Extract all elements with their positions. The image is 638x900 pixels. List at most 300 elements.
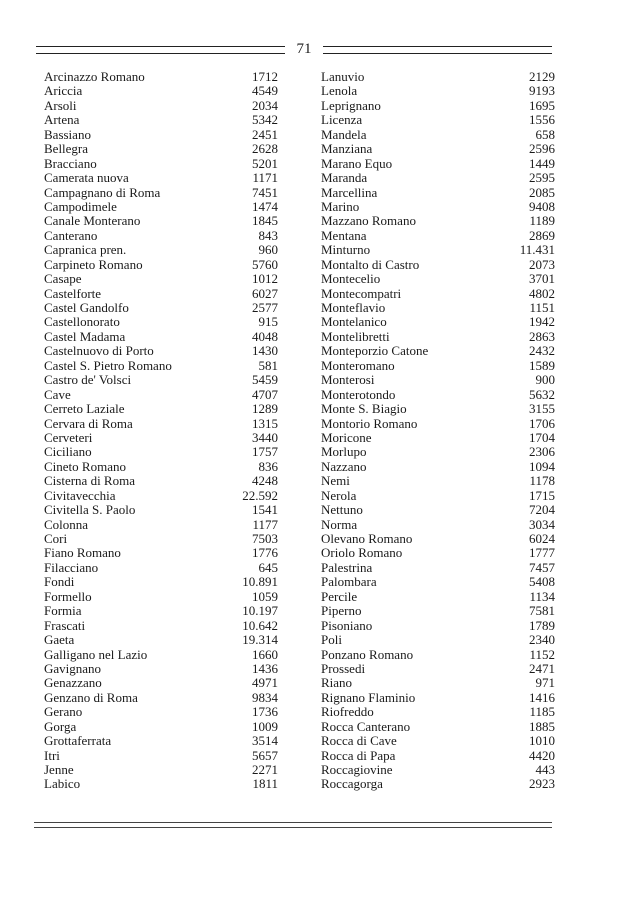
- table-row: [321, 229, 555, 243]
- table-row: [44, 330, 278, 344]
- table-row: [44, 691, 278, 705]
- population-value: 2863: [529, 328, 555, 344]
- population-value: 1436: [252, 660, 278, 676]
- population-value: 7581: [529, 603, 555, 619]
- table-row: [321, 518, 555, 532]
- population-value: 1776: [252, 545, 278, 561]
- footer-rule: [34, 822, 552, 828]
- population-value: 2869: [529, 227, 555, 243]
- municipality-name: Castelnuovo di Porto: [44, 343, 154, 359]
- table-row: [44, 575, 278, 589]
- table-row: [321, 99, 555, 113]
- municipality-name: Licenza: [321, 112, 363, 128]
- municipality-name: Nerola: [321, 487, 357, 503]
- table-row: [44, 619, 278, 633]
- population-value: 581: [258, 357, 278, 373]
- table-row: [321, 301, 555, 315]
- population-value: 7204: [529, 502, 555, 518]
- population-value: 443: [535, 762, 555, 777]
- municipality-name: Camerata nuova: [44, 170, 129, 186]
- population-value: 1059: [252, 588, 278, 604]
- municipality-name: Moricone: [321, 429, 372, 445]
- municipality-name: Nettuno: [321, 502, 363, 518]
- population-value: 1695: [529, 97, 555, 113]
- population-value: 843: [258, 227, 278, 243]
- population-value: 836: [258, 458, 278, 474]
- municipality-name: Bassiano: [44, 126, 91, 142]
- municipality-name: Cerreto Laziale: [44, 401, 125, 417]
- table-row: [44, 777, 278, 791]
- population-value: 2595: [529, 170, 555, 186]
- table-row: [321, 272, 555, 286]
- municipality-name: Rignano Flaminio: [321, 689, 416, 705]
- population-value: 1189: [529, 213, 555, 229]
- table-row: [321, 633, 555, 647]
- population-value: 2628: [252, 141, 278, 157]
- population-value: 1885: [529, 718, 555, 734]
- municipality-name: Cervara di Roma: [44, 415, 133, 431]
- table-row: [321, 431, 555, 445]
- population-value: 2306: [529, 444, 555, 460]
- population-value: 971: [535, 675, 555, 691]
- municipality-name: Campagnano di Roma: [44, 184, 161, 200]
- table-row: [321, 561, 555, 575]
- population-value: 1289: [252, 401, 278, 417]
- table-row: [321, 186, 555, 200]
- municipality-name: Montecelio: [321, 271, 381, 287]
- table-row: [321, 662, 555, 676]
- municipality-name: Marano Equo: [321, 155, 393, 171]
- municipality-name: Marino: [321, 198, 360, 214]
- population-value: 9834: [252, 689, 278, 705]
- municipality-name: Leprignano: [321, 97, 381, 113]
- population-value: 1416: [529, 689, 555, 705]
- population-value: 5657: [252, 747, 278, 763]
- population-value: 2034: [252, 97, 278, 113]
- population-value: 2577: [252, 300, 278, 315]
- table-row: [321, 575, 555, 589]
- municipality-name: Nazzano: [321, 458, 367, 474]
- municipality-name: Montelibretti: [321, 328, 390, 344]
- population-value: 1151: [529, 300, 555, 315]
- table-row: [321, 128, 555, 142]
- municipality-name: Canterano: [44, 227, 98, 243]
- municipality-name: Gorga: [44, 718, 77, 734]
- table-row: [321, 503, 555, 517]
- table-row: [44, 315, 278, 329]
- table-row: [321, 171, 555, 185]
- population-value: 900: [535, 372, 555, 388]
- table-row: [321, 763, 555, 777]
- table-row: [44, 388, 278, 402]
- population-value: 2340: [529, 632, 555, 648]
- table-row: [44, 720, 278, 734]
- municipality-name: Colonna: [44, 516, 89, 532]
- municipality-name: Capranica pren.: [44, 242, 127, 258]
- population-value: 5342: [252, 112, 278, 128]
- table-row: [321, 619, 555, 633]
- population-value: 2085: [529, 184, 555, 200]
- population-value: 1009: [252, 718, 278, 734]
- population-value: 1177: [252, 516, 278, 532]
- table-row: [44, 749, 278, 763]
- table-row: [44, 503, 278, 517]
- population-value: 3155: [529, 401, 555, 417]
- population-value: 1010: [529, 733, 555, 749]
- municipality-name: Lenola: [321, 83, 358, 99]
- table-row: [44, 157, 278, 171]
- municipality-name: Carpineto Romano: [44, 256, 143, 272]
- table-row: [44, 431, 278, 445]
- municipality-name: Manziana: [321, 141, 373, 157]
- municipality-name: Artena: [44, 112, 80, 128]
- municipality-name: Piperno: [321, 603, 362, 619]
- population-value: 1942: [529, 314, 555, 330]
- table-row: [44, 763, 278, 777]
- table-row: [44, 171, 278, 185]
- municipality-name: Ciciliano: [44, 444, 92, 460]
- table-row: [44, 604, 278, 618]
- table-row: [44, 128, 278, 142]
- population-value: 1171: [252, 170, 278, 186]
- population-value: 1736: [252, 704, 278, 720]
- municipality-name: Riano: [321, 675, 353, 691]
- population-value: 5408: [529, 574, 555, 590]
- population-value: 1704: [529, 429, 555, 445]
- municipality-name: Castro de' Volsci: [44, 372, 132, 388]
- table-row: [44, 287, 278, 301]
- population-value: 1757: [252, 444, 278, 460]
- municipality-name: Galligano nel Lazio: [44, 646, 148, 662]
- municipality-name: Cave: [44, 386, 71, 402]
- municipality-name: Labico: [44, 776, 81, 792]
- municipality-name: Formello: [44, 588, 92, 604]
- population-value: 6024: [529, 531, 555, 546]
- table-row: [44, 705, 278, 719]
- population-value: 7451: [252, 184, 278, 200]
- table-row: [321, 330, 555, 344]
- header-rule-left: [36, 46, 285, 54]
- table-row: [321, 157, 555, 171]
- municipality-name: Palestrina: [321, 559, 373, 575]
- population-value: 2923: [529, 776, 555, 792]
- population-value: 3034: [529, 516, 555, 532]
- population-value: 10.891: [242, 574, 278, 590]
- municipality-name: Riofreddo: [321, 704, 374, 720]
- municipality-name: Mazzano Romano: [321, 213, 416, 229]
- table-row: [44, 214, 278, 228]
- population-value: 1449: [529, 155, 555, 171]
- municipality-name: Monterosi: [321, 372, 375, 388]
- municipality-name: Gaeta: [44, 632, 75, 648]
- table-row: [321, 676, 555, 690]
- municipality-name: Monte S. Biagio: [321, 401, 407, 417]
- municipality-name: Cerveteri: [44, 429, 93, 445]
- municipality-name: Norma: [321, 516, 358, 532]
- population-value: 10.197: [242, 603, 278, 619]
- population-value: 2432: [529, 343, 555, 359]
- table-row: [321, 315, 555, 329]
- table-row: [321, 604, 555, 618]
- population-value: 915: [258, 314, 278, 330]
- municipality-name: Arcinazzo Romano: [44, 69, 145, 84]
- municipality-name: Filacciano: [44, 559, 99, 575]
- population-value: 2471: [529, 660, 555, 676]
- municipality-name: Maranda: [321, 170, 368, 186]
- table-row: [44, 70, 278, 84]
- municipality-name: Casape: [44, 271, 82, 287]
- population-value: 2596: [529, 141, 555, 157]
- municipality-name: Monterotondo: [321, 386, 396, 402]
- population-value: 3701: [529, 271, 555, 287]
- population-value: 1541: [252, 502, 278, 518]
- population-value: 19.314: [242, 632, 278, 648]
- population-value: 658: [535, 126, 555, 142]
- municipality-name: Bracciano: [44, 155, 97, 171]
- municipality-name: Monteflavio: [321, 300, 386, 315]
- population-value: 1845: [252, 213, 278, 229]
- table-row: [321, 84, 555, 98]
- population-value: 1589: [529, 357, 555, 373]
- table-row: [321, 705, 555, 719]
- population-value: 1178: [529, 473, 555, 489]
- municipality-name: Palombara: [321, 574, 377, 590]
- table-row: [321, 344, 555, 358]
- table-row: [321, 777, 555, 791]
- population-value: 1315: [252, 415, 278, 431]
- population-value: 2129: [529, 69, 555, 84]
- right-column: [321, 70, 555, 792]
- municipality-name: Montalto di Castro: [321, 256, 420, 272]
- population-value: 1556: [529, 112, 555, 128]
- table-row: [44, 344, 278, 358]
- table-row: [321, 489, 555, 503]
- population-value: 1712: [252, 69, 278, 84]
- municipality-name: Bellegra: [44, 141, 89, 157]
- population-value: 5760: [252, 256, 278, 272]
- municipality-name: Monteromano: [321, 357, 395, 373]
- municipality-name: Campodimele: [44, 198, 117, 214]
- municipality-name: Roccagorga: [321, 776, 383, 792]
- table-row: [44, 229, 278, 243]
- table-row: [44, 590, 278, 604]
- municipality-name: Cori: [44, 531, 68, 546]
- table-row: [44, 243, 278, 257]
- table-row: [44, 417, 278, 431]
- population-value: 7457: [529, 559, 555, 575]
- municipality-name: Ariccia: [44, 83, 83, 99]
- population-value: 960: [258, 242, 278, 258]
- population-value: 9193: [529, 83, 555, 99]
- population-value: 11.431: [519, 242, 555, 258]
- population-value: 3514: [252, 733, 278, 749]
- population-value: 1660: [252, 646, 278, 662]
- municipality-name: Fiano Romano: [44, 545, 121, 561]
- population-value: 1134: [529, 588, 555, 604]
- table-row: [44, 99, 278, 113]
- municipality-name: Castel Gandolfo: [44, 300, 129, 315]
- municipality-name: Pisoniano: [321, 617, 373, 633]
- municipality-name: Arsoli: [44, 97, 77, 113]
- population-value: 4707: [252, 386, 278, 402]
- table-row: [321, 200, 555, 214]
- population-value: 1185: [529, 704, 555, 720]
- table-row: [321, 720, 555, 734]
- table-row: [44, 460, 278, 474]
- table-row: [44, 734, 278, 748]
- municipality-name: Civitavecchia: [44, 487, 116, 503]
- table-row: [321, 142, 555, 156]
- municipality-name: Rocca di Papa: [321, 747, 396, 763]
- table-row: [44, 186, 278, 200]
- population-value: 1012: [252, 271, 278, 287]
- table-row: [321, 417, 555, 431]
- table-row: [44, 258, 278, 272]
- table-row: [44, 561, 278, 575]
- table-row: [321, 258, 555, 272]
- population-value: 4248: [252, 473, 278, 489]
- municipality-name: Itri: [44, 747, 60, 763]
- table-row: [321, 373, 555, 387]
- population-value: 5459: [252, 372, 278, 388]
- table-row: [321, 359, 555, 373]
- table-row: [44, 676, 278, 690]
- municipality-name: Mandela: [321, 126, 367, 142]
- population-value: 3440: [252, 429, 278, 445]
- municipality-name: Formia: [44, 603, 82, 619]
- population-value: 4971: [252, 675, 278, 691]
- table-row: [321, 243, 555, 257]
- table-row: [321, 546, 555, 560]
- municipality-name: Minturno: [321, 242, 371, 258]
- municipality-name: Rocca Canterano: [321, 718, 411, 734]
- table-row: [44, 633, 278, 647]
- population-value: 10.642: [242, 617, 278, 633]
- table-row: [44, 142, 278, 156]
- left-column: [44, 70, 278, 792]
- table-row: [321, 532, 555, 546]
- population-value: 1715: [529, 487, 555, 503]
- table-row: [44, 200, 278, 214]
- page-number: 71: [296, 41, 312, 57]
- table-row: [321, 460, 555, 474]
- table-row: [44, 662, 278, 676]
- table-row: [44, 648, 278, 662]
- municipality-name: Gerano: [44, 704, 83, 720]
- table-row: [44, 373, 278, 387]
- municipality-name: Olevano Romano: [321, 531, 413, 546]
- table-row: [321, 474, 555, 488]
- population-value: 1789: [529, 617, 555, 633]
- table-row: [321, 445, 555, 459]
- population-value: 1777: [529, 545, 555, 561]
- municipality-name: Montelanico: [321, 314, 387, 330]
- municipality-name: Civitella S. Paolo: [44, 502, 136, 518]
- municipality-name: Cineto Romano: [44, 458, 126, 474]
- municipality-name: Castelforte: [44, 285, 102, 301]
- population-value: 1706: [529, 415, 555, 431]
- table-row: [44, 113, 278, 127]
- table-row: [44, 272, 278, 286]
- page-header: [36, 38, 552, 62]
- table-row: [44, 489, 278, 503]
- population-value: 4549: [252, 83, 278, 99]
- municipality-name: Frascati: [44, 617, 86, 633]
- header-rule-right: [323, 46, 552, 54]
- municipality-name: Genzano di Roma: [44, 689, 138, 705]
- table-row: [321, 590, 555, 604]
- population-value: 1811: [252, 776, 278, 792]
- municipality-name: Castel Madama: [44, 328, 126, 344]
- municipality-name: Nemi: [321, 473, 350, 489]
- municipality-name: Castel S. Pietro Romano: [44, 357, 172, 373]
- municipality-name: Montecompatri: [321, 285, 402, 301]
- population-value: 22.592: [242, 487, 278, 503]
- municipality-name: Lanuvio: [321, 69, 365, 84]
- population-value: 2073: [529, 256, 555, 272]
- table-row: [321, 402, 555, 416]
- population-value: 2271: [252, 762, 278, 777]
- table-row: [44, 301, 278, 315]
- municipality-name: Poli: [321, 632, 342, 648]
- population-value: 7503: [252, 531, 278, 546]
- municipality-name: Montorio Romano: [321, 415, 418, 431]
- table-row: [321, 287, 555, 301]
- population-value: 645: [258, 559, 278, 575]
- municipality-name: Jenne: [44, 762, 74, 777]
- population-value: 5632: [529, 386, 555, 402]
- population-value: 1430: [252, 343, 278, 359]
- table-row: [321, 749, 555, 763]
- municipality-name: Gavignano: [44, 660, 102, 676]
- population-value: 4802: [529, 285, 555, 301]
- table-row: [44, 445, 278, 459]
- population-value: 2451: [252, 126, 278, 142]
- table-row: [44, 532, 278, 546]
- municipality-name: Genazzano: [44, 675, 102, 691]
- municipality-name: Fondi: [44, 574, 75, 590]
- municipality-name: Cisterna di Roma: [44, 473, 135, 489]
- municipality-name: Castellonorato: [44, 314, 120, 330]
- table-row: [44, 546, 278, 560]
- table-row: [44, 474, 278, 488]
- municipality-name: Oriolo Romano: [321, 545, 403, 561]
- municipality-name: Mentana: [321, 227, 367, 243]
- municipality-name: Marcellina: [321, 184, 378, 200]
- municipality-name: Roccagiovine: [321, 762, 393, 777]
- municipality-name: Rocca di Cave: [321, 733, 397, 749]
- table-row: [321, 113, 555, 127]
- municipality-name: Prossedi: [321, 660, 366, 676]
- table-row: [321, 648, 555, 662]
- municipality-name: Monteporzio Catone: [321, 343, 429, 359]
- table-row: [321, 70, 555, 84]
- population-value: 1094: [529, 458, 555, 474]
- population-value: 1474: [252, 198, 278, 214]
- population-value: 4048: [252, 328, 278, 344]
- population-value: 4420: [529, 747, 555, 763]
- municipality-name: Grottaferrata: [44, 733, 112, 749]
- table-row: [44, 518, 278, 532]
- table-row: [44, 359, 278, 373]
- table-row: [44, 402, 278, 416]
- table-row: [321, 214, 555, 228]
- population-value: 5201: [252, 155, 278, 171]
- municipality-name: Canale Monterano: [44, 213, 141, 229]
- table-row: [321, 734, 555, 748]
- population-value: 6027: [252, 285, 278, 301]
- municipality-name: Ponzano Romano: [321, 646, 414, 662]
